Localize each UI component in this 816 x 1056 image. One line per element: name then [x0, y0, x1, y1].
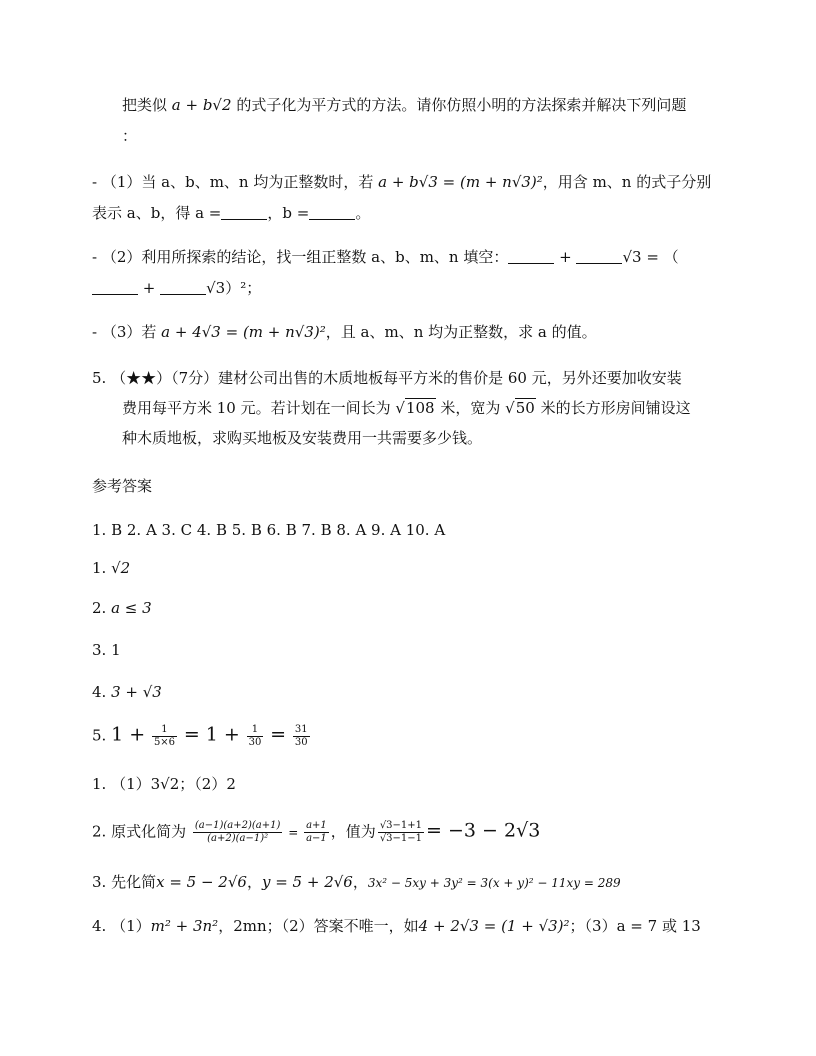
solution-4-text: 4. （1）	[92, 917, 151, 935]
solution-4-math: m² + 3n²	[150, 917, 219, 935]
solution-1-math-2: 2	[226, 775, 236, 793]
part2-text: - （2）利用所探索的结论，找一组正整数 a、b、m、n 填空：	[92, 248, 509, 266]
fraction-value	[378, 820, 424, 845]
part1-text: - （1）当 a、b、m、n 均为正整数时，若	[92, 173, 379, 191]
numerator: 31	[294, 724, 308, 735]
solution-3-sep-2: ，	[352, 873, 368, 891]
numerator: 1	[152, 724, 177, 737]
solution-answer-2	[92, 820, 540, 845]
problem5-line3: 种木质地板，求购买地板及安装费用一共需要多少钱。	[122, 429, 483, 447]
intro-text: 把类似	[122, 96, 172, 114]
numerator: √3−1+1	[379, 820, 423, 831]
fill-answer-2	[92, 598, 152, 618]
part1-line2	[92, 203, 370, 223]
solution-4-text-2: ，2mn；（2）答案不唯一，如	[218, 917, 419, 935]
fill-answer-5	[92, 724, 312, 749]
answer-blank-3[interactable]	[92, 280, 138, 295]
part2-text-2: √3 = （	[622, 248, 679, 266]
numerator: 1	[247, 724, 264, 737]
part1-text-2: ，用含 m、n 的式子分别	[542, 173, 712, 191]
part2-plus: +	[554, 248, 577, 266]
part2-plus-2: +	[138, 279, 161, 297]
answer-blank-2[interactable]	[576, 249, 622, 264]
fraction-1-over-30b	[247, 724, 264, 749]
solution-2-text: 2. 原式化简为	[92, 822, 187, 841]
problem5-line1: 5. （★★）（7分）建材公司出售的木质地板每平方米的售价是 60 元，另外还要加收安装	[92, 369, 682, 387]
fill-answer-4	[92, 682, 162, 702]
part3-text: - （3）若	[92, 323, 162, 341]
part3-text-2: ，且 a、m、n 均为正整数，求 a 的值。	[325, 323, 597, 341]
part2-line1	[92, 247, 679, 267]
denominator: 30	[294, 737, 308, 748]
part3-line	[92, 322, 597, 342]
sqrt-50: √50	[505, 399, 535, 417]
fill-5-math-3: =	[270, 723, 287, 746]
answers-heading: 参考答案	[92, 477, 153, 495]
part3-math: a + 4√3 = (m + n√3)²	[161, 323, 326, 341]
solution-4-text-3: ；（3）a = 7 或 13	[569, 917, 701, 935]
answer-blank-4[interactable]	[160, 280, 206, 295]
denominator: a−1	[306, 833, 327, 844]
solution-3-math-result: 3x² − 5xy + 3y² = 3(x + y)² − 11xy = 289	[367, 876, 621, 890]
solution-2-text-2: ，值为	[330, 822, 376, 841]
solution-1-text: 1. （1）	[92, 775, 151, 793]
part2-text-3: √3）²；	[206, 279, 262, 297]
solution-answer-1	[92, 774, 236, 794]
fill-answer-3: 3. 1	[92, 641, 121, 659]
solution-2-math: = −3 − 2√3	[426, 819, 541, 842]
denominator: (a+2)(a−1)²	[207, 833, 269, 844]
fraction-1-over-30	[152, 724, 177, 749]
problem5-text-2: 米，宽为	[435, 399, 506, 417]
fraction-simplify	[193, 820, 283, 845]
fill-1-number: 1.	[92, 559, 107, 577]
radicand-108: 108	[405, 399, 435, 417]
fill-4-value: 3 + √3	[111, 683, 162, 701]
fill-2-value: a ≤ 3	[111, 599, 152, 617]
intro-math: a + b√2	[171, 96, 232, 114]
radicand-50: 50	[515, 399, 535, 417]
solution-3-math-y: y = 5 + 2√6	[261, 873, 353, 891]
fill-5-math: 1 +	[111, 723, 146, 746]
fraction-result	[304, 820, 329, 845]
denominator: √3−1−1	[379, 833, 423, 844]
solution-1-text-2: ；（2）	[179, 775, 227, 793]
denominator: 5×6	[153, 737, 176, 748]
solution-4-math-2: 4 + 2√3 = (1 + √3)²	[418, 917, 570, 935]
fill-answer-1	[92, 558, 130, 578]
denominator: 30	[248, 737, 262, 748]
fill-4-number: 4.	[92, 683, 107, 701]
problem4-intro	[122, 95, 686, 115]
solution-answer-4	[92, 916, 701, 936]
answer-blank-a[interactable]	[221, 205, 267, 220]
part1-text-3: 表示 a、b，得 a =	[92, 204, 222, 222]
solution-answer-3	[92, 872, 621, 893]
fill-5-number: 5.	[92, 726, 107, 745]
answer-blank-1[interactable]	[508, 249, 554, 264]
equals-sign: =	[284, 825, 303, 840]
problem5-line2	[122, 398, 691, 418]
numerator: a+1	[306, 820, 327, 831]
problem5-text-3: 米的长方形房间铺设这	[535, 399, 691, 417]
fill-1-value: √2	[111, 559, 131, 577]
problem5-text: 费用每平方米 10 元。若计划在一间长为	[122, 399, 396, 417]
solution-3-text: 3. 先化简	[92, 873, 157, 891]
answer-blank-b[interactable]	[309, 205, 355, 220]
fill-5-math-2: = 1 +	[183, 723, 240, 746]
part1-math: a + b√3 = (m + n√3)²	[378, 173, 543, 191]
part1-text-4: ，b =	[267, 204, 310, 222]
part1-text-5: 。	[355, 204, 371, 222]
choice-answers: 1. B 2. A 3. C 4. B 5. B 6. B 7. B 8. A 9. A 10. A	[92, 521, 446, 539]
solution-3-sep: ，	[246, 873, 262, 891]
part1-line1	[92, 172, 711, 192]
solution-3-math-x: x = 5 − 2√6	[156, 873, 247, 891]
part2-line2	[92, 278, 261, 298]
intro-colon: ：	[122, 127, 138, 145]
numerator: (a−1)(a+2)(a+1)	[194, 820, 281, 831]
fill-2-number: 2.	[92, 599, 107, 617]
solution-1-math: 3√2	[150, 775, 180, 793]
sqrt-108: √108	[395, 399, 435, 417]
intro-text-2: 的式子化为平方式的方法。请你仿照小明的方法探索并解决下列问题	[231, 96, 687, 114]
fraction-31-over-30	[293, 724, 310, 749]
